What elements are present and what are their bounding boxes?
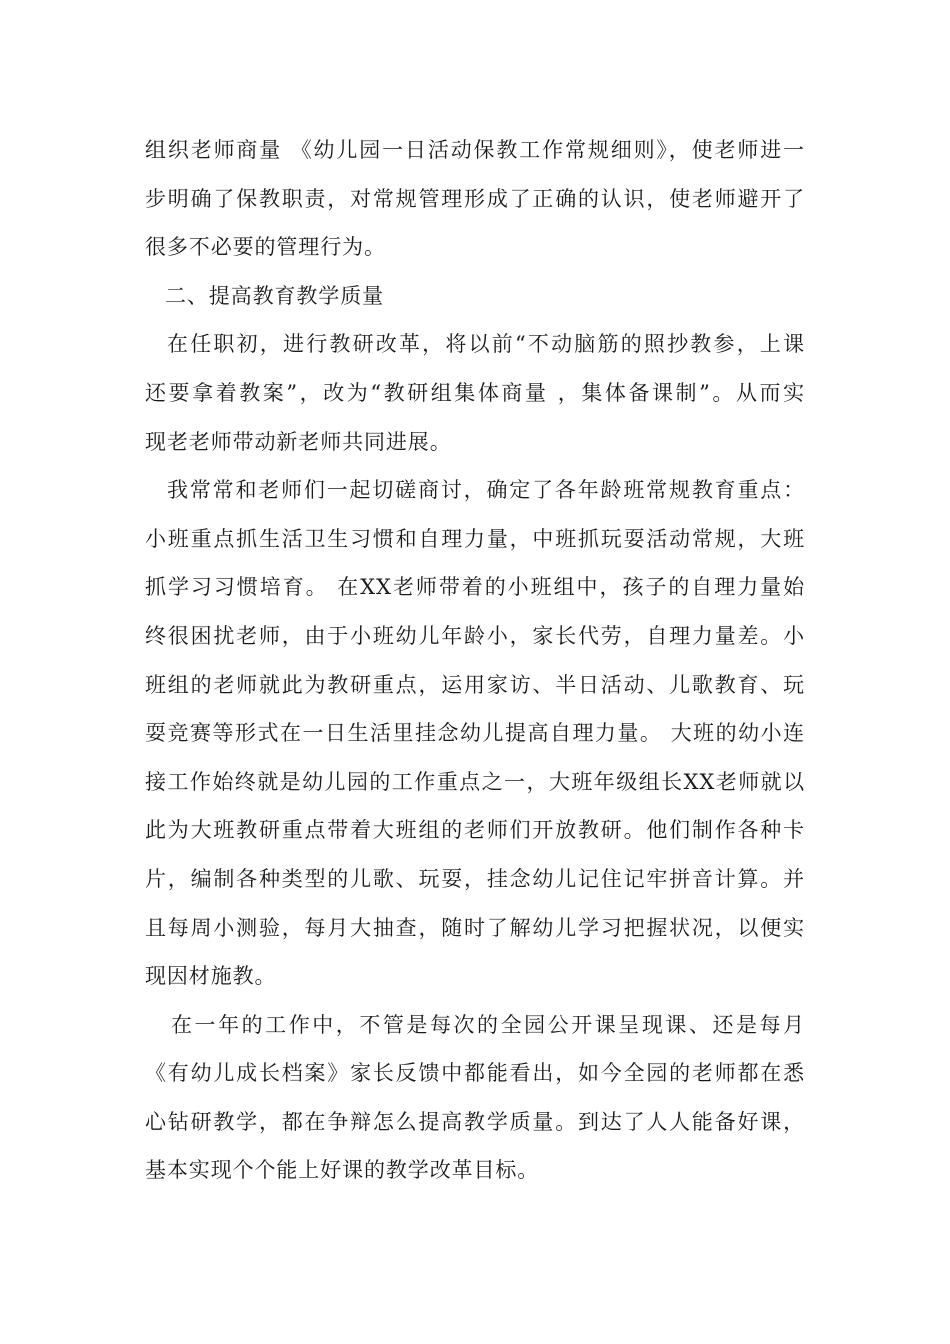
paragraph-1 <box>145 126 805 272</box>
text-line: 在一年的工作中，不管是每次的全园公开课呈现课、还是每月 <box>171 1012 805 1037</box>
paragraph-4 <box>145 1001 805 1195</box>
text-line: 组织老师商量 《幼儿园一日活动保教工作常规细则》，使老师进一 <box>145 138 805 162</box>
text-line: 现老老师带动新老师共同进展。 <box>145 429 452 454</box>
text-line: 步明确了保教职责，对常规管理形成了正确的认识，使老师避开了 <box>145 186 805 211</box>
text-line: 基本实现个个能上好课的教学改革目标。 <box>145 1158 540 1183</box>
text-line: 片，编制各种类型的儿歌、玩耍，挂念幼儿记住记牢拼音计算。并 <box>145 866 805 891</box>
text-line: 且每周小测验，每月大抽查，随时了解幼儿学习把握状况，以便实 <box>145 915 805 940</box>
text-line: 现因材施教。 <box>145 964 277 989</box>
text-line: 《有幼儿成长档案》家长反馈中都能看出，如今全园的老师都在悉 <box>145 1061 805 1086</box>
text-line: 我常常和老师们一起切磋商讨，确定了各年龄班常规教育重点： <box>167 478 805 503</box>
text-line: 还要拿着教案”，改为“教研组集体商量 ，集体备课制”。从而实 <box>145 380 805 405</box>
text-line: 抓学习习惯培育。 在XX老师带着的小班组中，孩子的自理力量始 <box>145 575 805 600</box>
text-line: 班组的老师就此为教研重点，运用家访、半日活动、儿歌教育、玩 <box>145 672 805 697</box>
section-heading <box>145 272 805 321</box>
section-heading-text: 二、提高教育教学质量 <box>165 283 384 308</box>
paragraph-3 <box>145 466 805 1001</box>
paragraph-2 <box>145 320 805 466</box>
text-line: 此为大班教研重点带着大班组的老师们开放教研。他们制作各种卡 <box>145 818 805 843</box>
text-line: 接工作始终就是幼儿园的工作重点之一，大班年级组长XX老师就以 <box>145 769 805 794</box>
document-page <box>145 126 805 1195</box>
text-line: 心钻研教学，都在争辩怎么提高教学质量。到达了人人能备好课， <box>145 1109 805 1134</box>
text-line: 耍竞赛等形式在一日生活里挂念幼儿提高自理力量。 大班的幼小连 <box>145 721 805 746</box>
text-line: 小班重点抓生活卫生习惯和自理力量，中班抓玩耍活动常规，大班 <box>145 526 805 551</box>
text-line: 很多不必要的管理行为。 <box>145 235 386 260</box>
text-line: 终很困扰老师，由于小班幼儿年龄小，家长代劳，自理力量差。小 <box>145 623 805 648</box>
text-line: 在任职初，进行教研改革，将以前“不动脑筋的照抄教参，上课 <box>167 332 805 357</box>
